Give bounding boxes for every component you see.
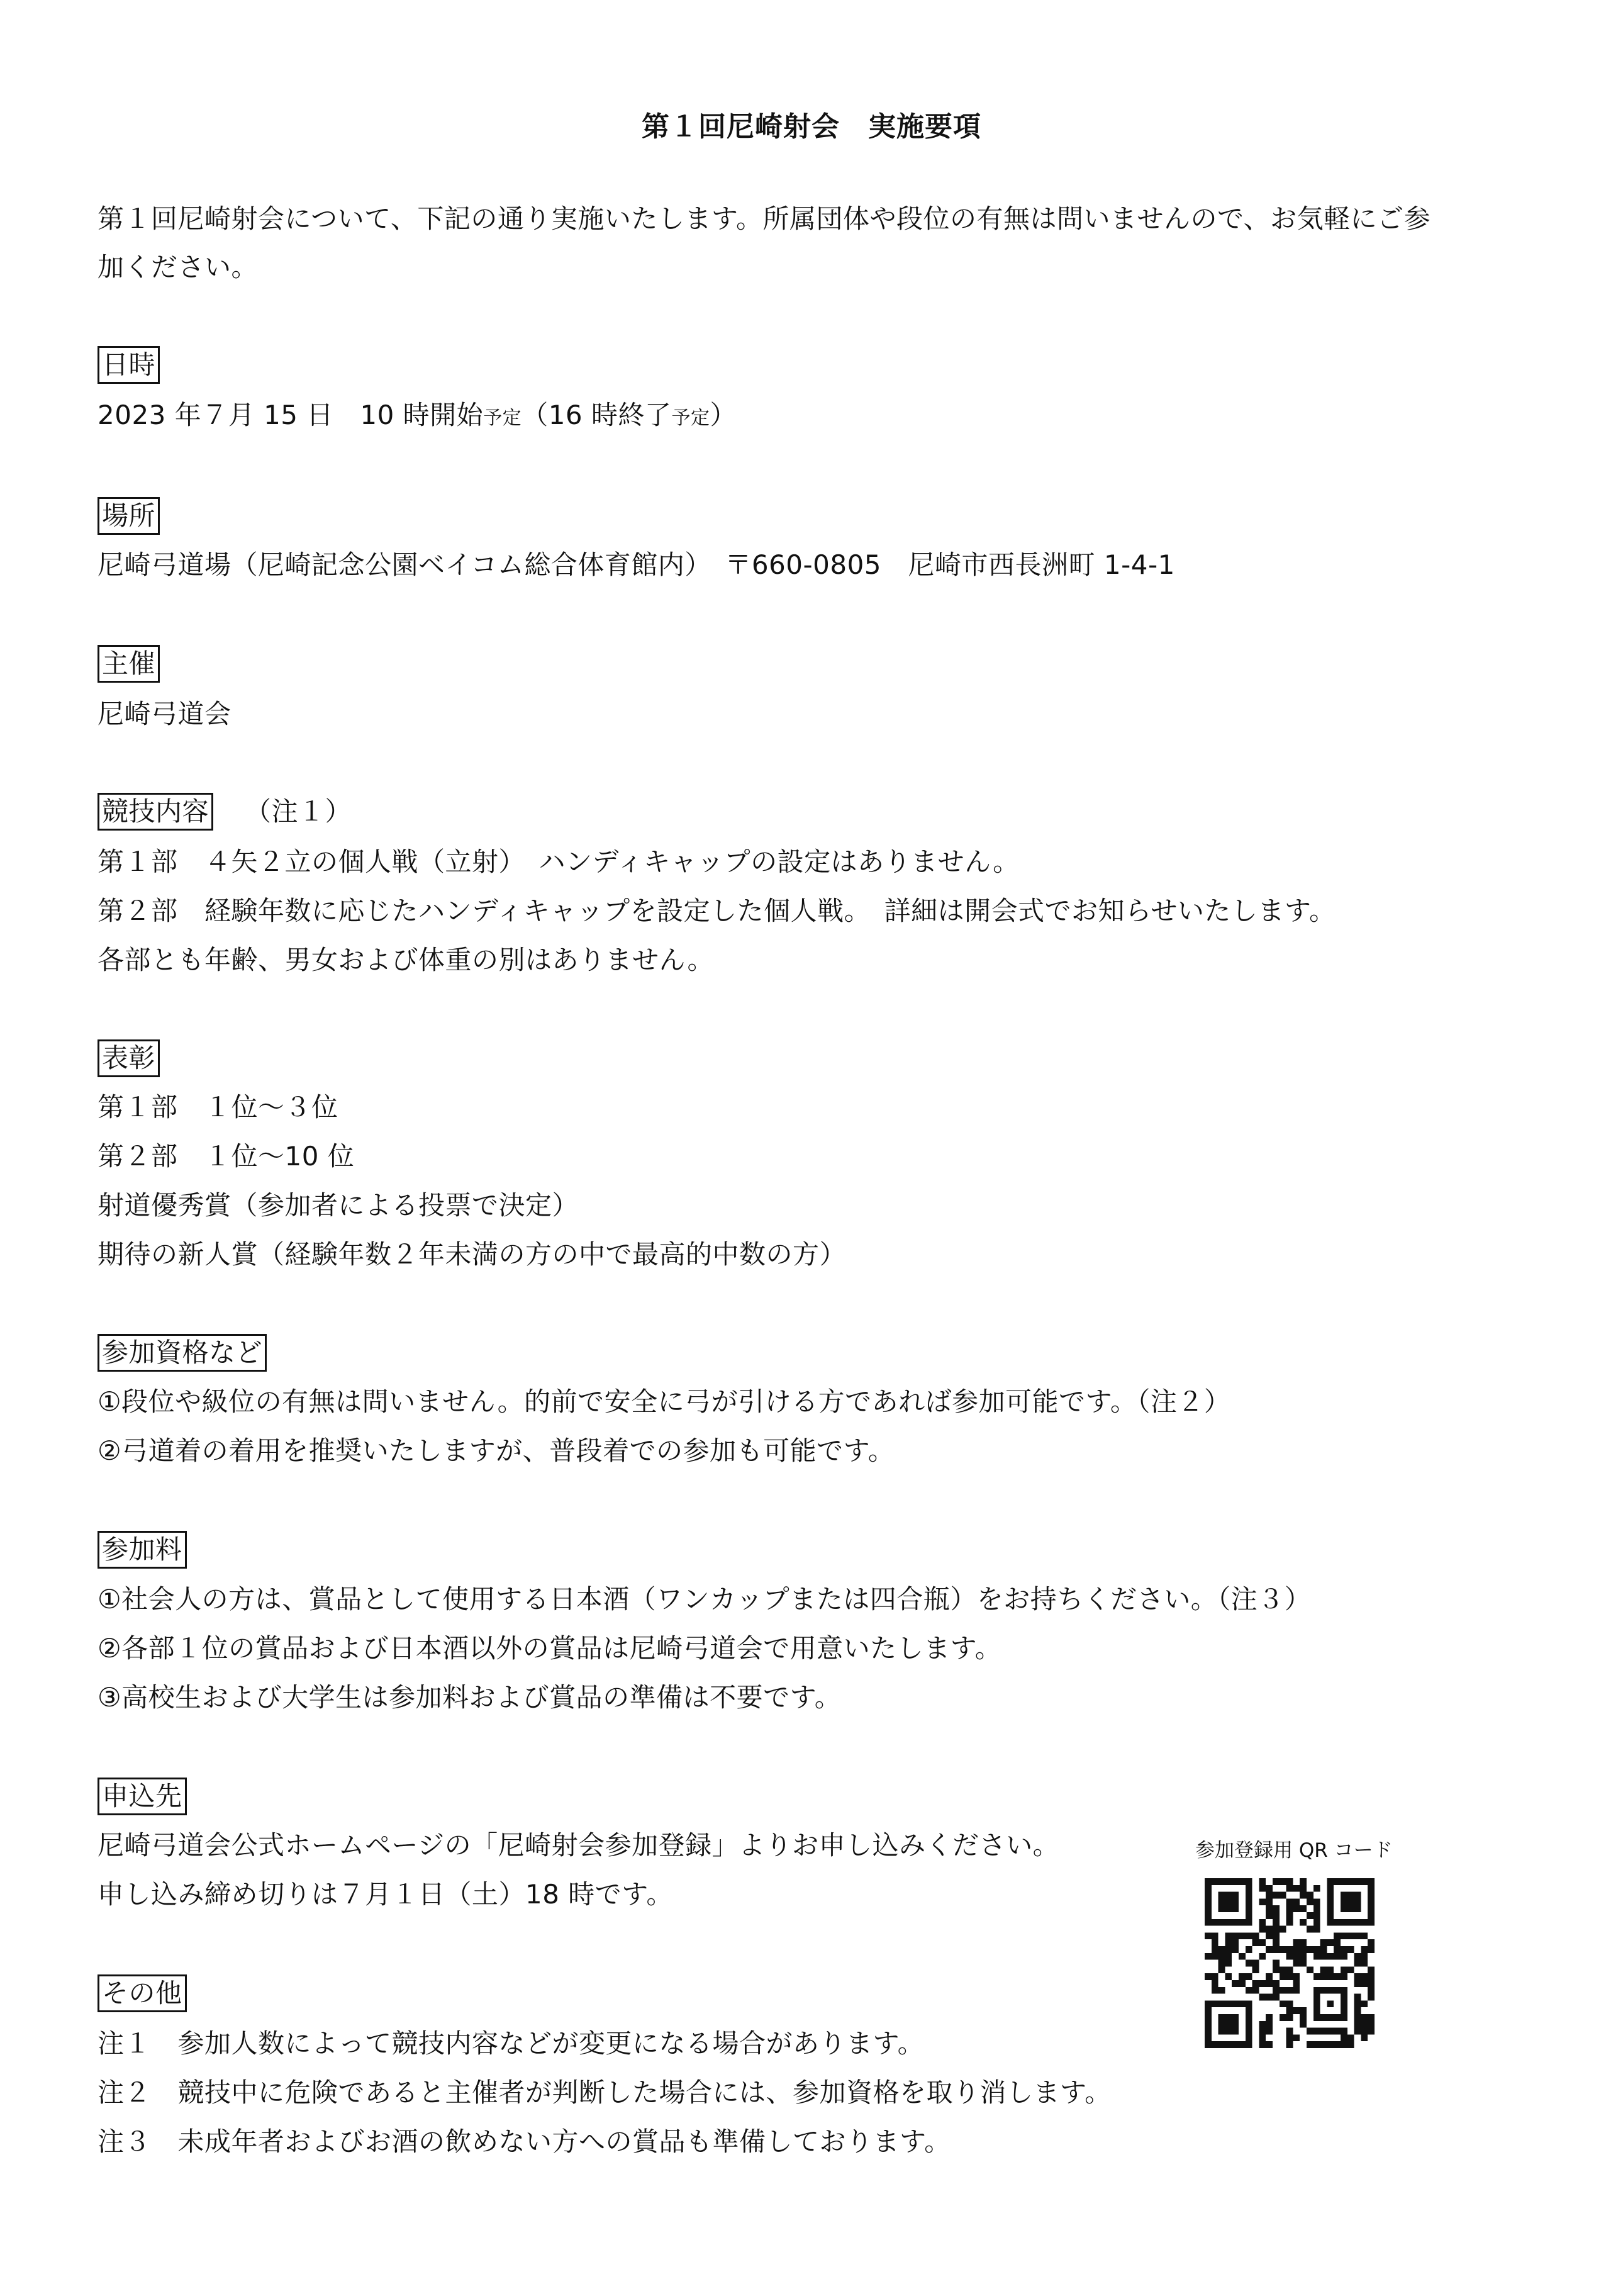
qr-module bbox=[1293, 1885, 1300, 1892]
other-heading: その他 bbox=[98, 1974, 187, 2012]
qr-module bbox=[1266, 1926, 1273, 1933]
qr-module bbox=[1320, 1973, 1327, 1980]
qr-module bbox=[1361, 2034, 1368, 2041]
datetime-line bbox=[98, 396, 737, 437]
qr-module bbox=[1341, 2041, 1347, 2048]
qr-module bbox=[1368, 1980, 1375, 1987]
qr-module bbox=[1361, 1932, 1368, 1939]
qr-module bbox=[1286, 2041, 1293, 2048]
qr-module bbox=[1205, 1973, 1212, 1980]
fee-heading: 参加料 bbox=[98, 1531, 187, 1569]
qr-module bbox=[1286, 2028, 1293, 2035]
qr-module bbox=[1354, 2014, 1361, 2021]
qr-module bbox=[1361, 1980, 1368, 1987]
qr-module bbox=[1368, 1994, 1375, 2001]
qr-module bbox=[1212, 1973, 1219, 1980]
qr-module bbox=[1307, 1946, 1313, 1953]
qr-module bbox=[1327, 2028, 1334, 2035]
qr-module bbox=[1341, 1973, 1347, 1980]
qr-module bbox=[1280, 1926, 1286, 1933]
qr-module bbox=[1239, 1953, 1246, 1960]
qr-module bbox=[1286, 2000, 1293, 2007]
qr-module bbox=[1313, 2028, 1320, 2035]
qr-module bbox=[1334, 1946, 1341, 1953]
qr-module bbox=[1266, 2028, 1273, 2035]
qr-module bbox=[1266, 1898, 1273, 1905]
qr-module bbox=[1293, 1953, 1300, 1960]
qr-module bbox=[1300, 1939, 1307, 1946]
qr-module bbox=[1361, 2000, 1368, 2007]
section-heading-application bbox=[98, 1778, 187, 1815]
qr-module bbox=[1313, 2041, 1320, 2048]
qr-module bbox=[1252, 1960, 1259, 1967]
qr-module bbox=[1334, 2041, 1341, 2048]
other-line-3: 注３ 未成年者およびお酒の飲めない方への賞品も準備しております。 bbox=[98, 2126, 951, 2157]
qr-module bbox=[1273, 1966, 1280, 1973]
qr-module bbox=[1293, 1960, 1300, 1967]
qr-module bbox=[1320, 2041, 1327, 2048]
qr-module bbox=[1293, 1987, 1300, 1994]
section-heading-eligibility bbox=[98, 1334, 267, 1372]
qr-module bbox=[1300, 1885, 1307, 1892]
qr-module bbox=[1320, 1966, 1327, 1973]
qr-module bbox=[1239, 1932, 1246, 1939]
qr-module bbox=[1259, 1980, 1266, 1987]
qr-module bbox=[1327, 2041, 1334, 2048]
qr-module bbox=[1307, 1926, 1313, 1933]
qr-module bbox=[1347, 1946, 1354, 1953]
qr-module bbox=[1368, 1946, 1375, 1953]
qr-module bbox=[1361, 1946, 1368, 1953]
qr-module bbox=[1300, 1946, 1307, 1953]
qr-module bbox=[1327, 1939, 1334, 1946]
fee-line-3: ③高校生および大学生は参加料および賞品の準備は不要です。 bbox=[98, 1682, 842, 1713]
application-heading: 申込先 bbox=[98, 1778, 187, 1815]
qr-module bbox=[1273, 1919, 1280, 1926]
competition-line-1: 第１部 ４矢２立の個人戦（立射） ハンディキャップの設定はありません。 bbox=[98, 846, 1020, 877]
qr-module bbox=[1300, 2021, 1307, 2028]
qr-module bbox=[1354, 1994, 1361, 2001]
qr-module bbox=[1300, 1960, 1307, 1967]
qr-module bbox=[1212, 1946, 1219, 1953]
qr-module bbox=[1286, 2007, 1293, 2014]
qr-module bbox=[1266, 1980, 1273, 1987]
qr-module bbox=[1354, 1953, 1361, 1960]
section-heading-fee bbox=[98, 1531, 187, 1569]
qr-module bbox=[1354, 2028, 1361, 2035]
qr-module bbox=[1273, 1939, 1280, 1946]
qr-module bbox=[1313, 1885, 1320, 1892]
qr-module bbox=[1347, 2034, 1354, 2041]
qr-module bbox=[1259, 1898, 1266, 1905]
qr-module bbox=[1368, 1966, 1375, 1973]
qr-module bbox=[1368, 1973, 1375, 1980]
qr-module bbox=[1361, 1960, 1368, 1967]
qr-module bbox=[1219, 1953, 1225, 1960]
qr-module bbox=[1354, 1980, 1361, 1987]
qr-module bbox=[1246, 1987, 1252, 1994]
qr-module bbox=[1273, 1960, 1280, 1967]
qr-module bbox=[1320, 1953, 1327, 1960]
qr-module bbox=[1300, 1919, 1307, 1926]
qr-module bbox=[1341, 2034, 1347, 2041]
qr-module bbox=[1334, 1939, 1341, 1946]
qr-module bbox=[1212, 1932, 1219, 1939]
awards-line-1: 第１部 １位～３位 bbox=[98, 1092, 338, 1123]
qr-module bbox=[1266, 1932, 1273, 1939]
qr-module bbox=[1347, 1966, 1354, 1973]
qr-module bbox=[1354, 2007, 1361, 2014]
qr-module bbox=[1280, 1946, 1286, 1953]
qr-module bbox=[1246, 1946, 1252, 1953]
qr-module bbox=[1266, 1973, 1273, 1980]
qr-module bbox=[1320, 1939, 1327, 1946]
qr-module bbox=[1327, 1966, 1334, 1973]
qr-module bbox=[1286, 1946, 1293, 1953]
qr-module bbox=[1266, 1912, 1273, 1919]
datetime-end-note: 予定 bbox=[671, 407, 710, 429]
qr-module bbox=[1334, 1953, 1341, 1960]
awards-line-2: 第２部 １位～10 位 bbox=[98, 1141, 355, 1172]
qr-module bbox=[1307, 1898, 1313, 1905]
qr-module bbox=[1368, 2021, 1375, 2028]
qr-module bbox=[1259, 1926, 1266, 1933]
awards-heading: 表彰 bbox=[98, 1039, 160, 1077]
qr-module bbox=[1246, 1932, 1252, 1939]
qr-module bbox=[1273, 1912, 1280, 1919]
qr-module bbox=[1313, 1898, 1320, 1905]
qr-module bbox=[1280, 2000, 1286, 2007]
competition-line-3: 各部とも年齢、男女および体重の別はありません。 bbox=[98, 944, 715, 975]
qr-module bbox=[1266, 2014, 1273, 2021]
qr-module bbox=[1273, 1987, 1280, 1994]
qr-module bbox=[1266, 1892, 1273, 1899]
qr-module bbox=[1307, 2041, 1313, 2048]
qr-module bbox=[1212, 1939, 1219, 1946]
qr-module bbox=[1327, 1953, 1334, 1960]
qr-module bbox=[1273, 1994, 1280, 2001]
qr-module bbox=[1300, 2014, 1307, 2021]
qr-module bbox=[1280, 1966, 1286, 1973]
qr-module bbox=[1273, 1932, 1280, 1939]
qr-module bbox=[1273, 1946, 1280, 1953]
section-heading-venue bbox=[98, 497, 160, 535]
qr-module bbox=[1347, 1932, 1354, 1939]
fee-line-2: ②各部１位の賞品および日本酒以外の賞品は尼崎弓道会で用意いたします。 bbox=[98, 1633, 1002, 1664]
competition-line-2: 第２部 経験年数に応じたハンディキャップを設定した個人戦。 詳細は開会式でお知らせいたします。 bbox=[98, 895, 1336, 926]
qr-module bbox=[1259, 2041, 1266, 2048]
intro-line-2: 加ください。 bbox=[98, 252, 259, 283]
qr-module bbox=[1300, 1878, 1307, 1885]
qr-module bbox=[1232, 1980, 1239, 1987]
qr-module bbox=[1307, 1966, 1313, 1973]
qr-module bbox=[1368, 1987, 1375, 1994]
qr-module bbox=[1239, 1980, 1246, 1987]
qr-module bbox=[1341, 1946, 1347, 1953]
qr-module bbox=[1300, 2007, 1307, 2014]
qr-module bbox=[1266, 2041, 1273, 2048]
datetime-start-note: 予定 bbox=[483, 407, 522, 429]
application-line-1: 尼崎弓道会公式ホームページの「尼崎射会参加登録」よりお申し込みください。 bbox=[98, 1830, 1060, 1861]
qr-module bbox=[1354, 1960, 1361, 1967]
qr-module bbox=[1286, 1878, 1293, 1885]
awards-line-3: 射道優秀賞（参加者による投票で決定） bbox=[98, 1190, 579, 1221]
qr-module bbox=[1205, 1953, 1212, 1960]
qr-module bbox=[1266, 1994, 1273, 2001]
qr-module bbox=[1266, 1905, 1273, 1912]
qr-module bbox=[1286, 1973, 1293, 1980]
organizer-heading: 主催 bbox=[98, 645, 160, 683]
qr-module bbox=[1225, 1932, 1232, 1939]
other-line-1: 注１ 参加人数によって競技内容などが変更になる場合があります。 bbox=[98, 2028, 925, 2059]
qr-module bbox=[1286, 2014, 1293, 2021]
qr-module bbox=[1280, 1973, 1286, 1980]
qr-module bbox=[1313, 1905, 1320, 1912]
other-line-2: 注２ 競技中に危険であると主催者が判断した場合には、参加資格を取り消します。 bbox=[98, 2077, 1112, 2108]
qr-module bbox=[1368, 2014, 1375, 2021]
section-heading-organizer bbox=[98, 645, 160, 683]
competition-heading: 競技内容 bbox=[98, 793, 213, 831]
qr-module bbox=[1293, 1973, 1300, 1980]
qr-module bbox=[1313, 1926, 1320, 1933]
qr-module bbox=[1266, 1885, 1273, 1892]
qr-module bbox=[1286, 1905, 1293, 1912]
qr-module bbox=[1259, 1878, 1266, 1885]
qr-module bbox=[1273, 1926, 1280, 1933]
qr-module bbox=[1313, 1953, 1320, 1960]
qr-module bbox=[1259, 1919, 1266, 1926]
qr-module bbox=[1361, 1953, 1368, 1960]
qr-module bbox=[1286, 1898, 1293, 1905]
datetime-end-close: ） bbox=[710, 400, 737, 430]
qr-module bbox=[1347, 2041, 1354, 2048]
qr-module bbox=[1212, 1987, 1219, 1994]
qr-module bbox=[1286, 1919, 1293, 1926]
qr-module bbox=[1219, 1966, 1225, 1973]
qr-module bbox=[1341, 1966, 1347, 1973]
qr-module bbox=[1313, 1973, 1320, 1980]
qr-module bbox=[1361, 2014, 1368, 2021]
qr-module bbox=[1341, 2028, 1347, 2035]
section-heading-other bbox=[98, 1974, 187, 2012]
qr-module bbox=[1286, 1953, 1293, 1960]
qr-module bbox=[1334, 1973, 1341, 1980]
qr-module bbox=[1246, 1973, 1252, 1980]
qr-module bbox=[1252, 1939, 1259, 1946]
eligibility-line-1: ①段位や級位の有無は問いません。的前で安全に弓が引ける方であれば参加可能です。（注２） bbox=[98, 1386, 1231, 1417]
qr-module bbox=[1225, 1973, 1232, 1980]
qr-module bbox=[1300, 1892, 1307, 1899]
qr-module bbox=[1361, 1973, 1368, 1980]
section-heading-awards bbox=[98, 1039, 160, 1077]
section-heading-datetime bbox=[98, 346, 160, 384]
qr-module bbox=[1293, 1946, 1300, 1953]
qr-module bbox=[1259, 1939, 1266, 1946]
qr-module bbox=[1361, 2028, 1368, 2035]
qr-module bbox=[1341, 1932, 1347, 1939]
qr-module bbox=[1286, 2034, 1293, 2041]
qr-module bbox=[1293, 1898, 1300, 1905]
qr-module bbox=[1252, 1987, 1259, 1994]
qr-code-icon[interactable] bbox=[1205, 1878, 1375, 2048]
qr-module bbox=[1307, 1892, 1313, 1899]
qr-module bbox=[1354, 1973, 1361, 1980]
qr-module bbox=[1341, 1953, 1347, 1960]
application-line-2: 申し込み締め切りは７月１日（土）18 時です。 bbox=[98, 1879, 673, 1910]
qr-module bbox=[1280, 2014, 1286, 2021]
qr-module bbox=[1219, 1987, 1225, 1994]
qr-module bbox=[1354, 2021, 1361, 2028]
qr-module bbox=[1239, 1973, 1246, 1980]
qr-module bbox=[1259, 2021, 1266, 2028]
qr-module bbox=[1320, 1946, 1327, 1953]
qr-module bbox=[1225, 1939, 1232, 1946]
qr-module bbox=[1252, 1966, 1259, 1973]
qr-module bbox=[1232, 1939, 1239, 1946]
qr-module bbox=[1219, 1960, 1225, 1967]
venue-text: 尼崎弓道場（尼崎記念公園ベイコム総合体育館内） 〒660-0805 尼崎市西長洲町 1-4-1 bbox=[98, 549, 1175, 580]
qr-module bbox=[1300, 1905, 1307, 1912]
qr-module bbox=[1286, 1912, 1293, 1919]
qr-module bbox=[1259, 1885, 1266, 1892]
section-heading-competition bbox=[98, 793, 352, 831]
qr-module bbox=[1266, 2021, 1273, 2028]
qr-module bbox=[1259, 1994, 1266, 2001]
qr-module bbox=[1273, 1905, 1280, 1912]
qr-module bbox=[1293, 1980, 1300, 1987]
qr-module bbox=[1266, 1946, 1273, 1953]
qr-module bbox=[1259, 1953, 1266, 1960]
venue-heading: 場所 bbox=[98, 497, 160, 535]
qr-module bbox=[1320, 2028, 1327, 2035]
qr-module bbox=[1354, 2000, 1361, 2007]
qr-module bbox=[1368, 2028, 1375, 2035]
qr-module bbox=[1300, 1953, 1307, 1960]
qr-module bbox=[1354, 1932, 1361, 1939]
qr-module bbox=[1286, 1885, 1293, 1892]
qr-module bbox=[1334, 2028, 1341, 2035]
qr-module bbox=[1313, 1946, 1320, 1953]
qr-module bbox=[1293, 2007, 1300, 2014]
qr-module bbox=[1293, 1939, 1300, 1946]
qr-code-label: 参加登録用 QR コード bbox=[1195, 1839, 1393, 1862]
awards-line-4: 期待の新人賞（経験年数２年未満の方の中で最高的中数の方） bbox=[98, 1239, 847, 1270]
qr-module bbox=[1334, 1932, 1341, 1939]
qr-module bbox=[1212, 1980, 1219, 1987]
qr-module bbox=[1232, 1946, 1239, 1953]
intro-line-1: 第１回尼崎射会について、下記の通り実施いたします。所属団体や段位の有無は問いませんので、お気軽にご参 bbox=[98, 203, 1431, 234]
qr-module bbox=[1313, 1919, 1320, 1926]
qr-module bbox=[1252, 1932, 1259, 1939]
qr-module bbox=[1246, 1960, 1252, 1967]
qr-module bbox=[1361, 2021, 1368, 2028]
qr-module bbox=[1286, 1987, 1293, 1994]
qr-module bbox=[1259, 2028, 1266, 2035]
eligibility-line-2: ②弓道着の着用を推奨いたしますが、普段着での参加も可能です。 bbox=[98, 1435, 895, 1466]
qr-module bbox=[1307, 1912, 1313, 1919]
datetime-end-open: （16 時終了 bbox=[521, 400, 672, 430]
qr-module bbox=[1286, 1966, 1293, 1973]
qr-module bbox=[1280, 1987, 1286, 1994]
eligibility-heading: 参加資格など bbox=[98, 1334, 267, 1372]
qr-module bbox=[1225, 1953, 1232, 1960]
datetime-date: 2023 年７月 15 日 10 時開始 bbox=[98, 400, 484, 430]
qr-module bbox=[1273, 1878, 1280, 1885]
qr-module bbox=[1219, 1946, 1225, 1953]
qr-module bbox=[1273, 1892, 1280, 1899]
competition-note: （注１） bbox=[245, 796, 352, 827]
qr-module bbox=[1205, 1932, 1212, 1939]
qr-module bbox=[1273, 1980, 1280, 1987]
qr-module bbox=[1225, 1960, 1232, 1967]
fee-line-1: ①社会人の方は、賞品として使用する日本酒（ワンカップまたは四合瓶）をお持ちください。（注３） bbox=[98, 1584, 1312, 1615]
qr-module bbox=[1293, 2034, 1300, 2041]
qr-module bbox=[1252, 1980, 1259, 1987]
page-title: 第１回尼崎射会 実施要項 bbox=[642, 111, 981, 143]
qr-module bbox=[1225, 1946, 1232, 1953]
qr-module bbox=[1313, 1912, 1320, 1919]
qr-module bbox=[1280, 1892, 1286, 1899]
datetime-heading: 日時 bbox=[98, 346, 160, 384]
qr-module bbox=[1259, 2034, 1266, 2041]
qr-module bbox=[1293, 1905, 1300, 1912]
qr-module bbox=[1212, 1953, 1219, 1960]
organizer-text: 尼崎弓道会 bbox=[98, 698, 231, 729]
qr-module bbox=[1232, 1932, 1239, 1939]
qr-module bbox=[1327, 1973, 1334, 1980]
qr-module bbox=[1368, 1939, 1375, 1946]
qr-module bbox=[1280, 1878, 1286, 1885]
qr-module bbox=[1307, 2028, 1313, 2035]
